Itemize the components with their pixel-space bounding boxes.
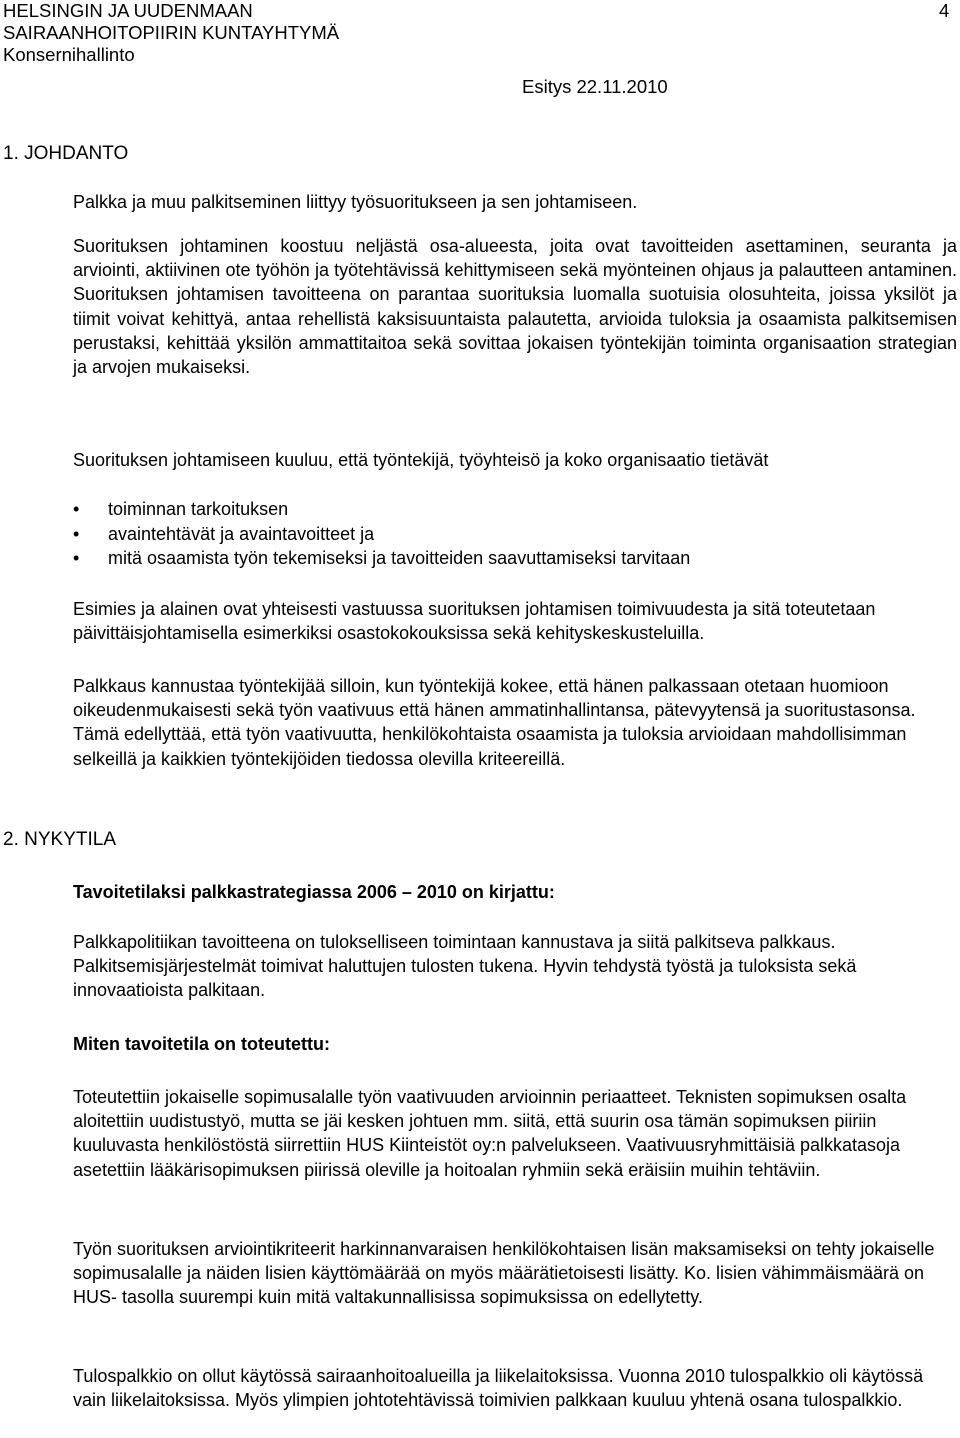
org-name-line2: SAIRAANHOITOPIIRIN KUNTAYHTYMÄ (3, 22, 340, 43)
section2-subheading-goal (73, 880, 957, 904)
subheading: Miten tavoitetila on toteutettu: (73, 1034, 330, 1054)
section1-body (73, 234, 957, 379)
section2-policy (73, 930, 957, 1003)
section2-criteria (73, 1237, 957, 1310)
bullet-list (73, 497, 957, 571)
paragraph: Työn suorituksen arviointikriteerit harkinnanvaraisen henkilökohtaisen lisän maksamiseksi on tehty jokaiselle sopimusalalle ja näiden lisien käyttömäärää on myös määrätietoisesti lisätty. Ko. lisien vähimmäismäärä on HUS- tasolla suurempi kuin mitä valtakunnallisissa sopimuksissa on edellytetty. (73, 1239, 935, 1308)
section-heading-johdanto: 1. JOHDANTO (3, 143, 129, 164)
paragraph: Suorituksen johtamiseen kuuluu, että työntekijä, työyhteisö ja koko organisaatio tietävät (73, 450, 769, 470)
section2-bonus (73, 1364, 957, 1412)
section2-subheading-how (73, 1032, 957, 1056)
list-item: • mitä osaamista työn tekemiseksi ja tavoitteiden saavuttamiseksi tarvitaan (73, 546, 957, 571)
document-header (3, 0, 339, 66)
section1-responsibility (73, 597, 957, 645)
section1-intro (73, 190, 957, 214)
section1-list-intro (73, 448, 957, 472)
section-heading-nykytila: 2. NYKYTILA (3, 829, 116, 850)
list-item: • toiminnan tarkoituksen (73, 497, 957, 522)
subheading: Tavoitetilaksi palkkastrategiassa 2006 – 2010 on kirjattu: (73, 882, 555, 902)
list-item: • avaintehtävät ja avaintavoitteet ja (73, 522, 957, 547)
section1-pay (73, 674, 957, 771)
paragraph: Esimies ja alainen ovat yhteisesti vastuussa suorituksen johtamisen toimivuudesta ja sitä toteutetaan päivittäisjohtamisella esimerkiksi osastokokouksissa sekä kehityskeskusteluilla. (73, 599, 876, 644)
section2-implementation (73, 1085, 957, 1182)
document-date: Esitys 22.11.2010 (522, 76, 668, 97)
paragraph: Palkkapolitiikan tavoitteena on tulokselliseen toimintaan kannustava ja siitä palkitseva palkkaus. Palkitsemisjärjestelmät toimivat haluttujen tulosten tukena. Hyvin tehdystä työstä ja tuloksista sekä innovaatioista palkitaan. (73, 932, 857, 1001)
paragraph: Palkkaus kannustaa työntekijää silloin, kun työntekijä kokee, että hänen palkassaan otetaan huomioon oikeudenmukaisesti sekä työn vaativuus että hänen ammatinhallintansa, pätevyytensä ja suoritustasonsa. Tämä edellyttää, että työn vaativuutta, henkilökohtaista osaamista ja tuloksia arvioidaan mahdollisimman selkeillä ja kaikkien työntekijöiden tiedossa olevilla kriteereillä. (73, 676, 916, 769)
paragraph: Suorituksen johtaminen koostuu neljästä osa-alueesta, joita ovat tavoitteiden asettaminen, seuranta ja arviointi, aktiivinen ote työhön ja työtehtävissä kehittymiseen sekä myönteinen ohjaus ja palautteen antaminen. Suorituksen johtamisen tavoitteena on parantaa suorituksia luomalla suotuisia olosuhteita, joissa yksilöt ja tiimit voivat kehittyä, antaa rehellistä kaksisuuntaista palautetta, arvioida tuloksia ja osaamista palkitsemisen perustaksi, kehittää yksilön ammattitaitoa sekä sovittaa jokaisen työntekijän toiminta organisaation strategian ja arvojen mukaiseksi. (73, 236, 957, 378)
page-number: 4 (939, 0, 950, 21)
paragraph: Toteutettiin jokaiselle sopimusalalle työn vaativuuden arvioinnin periaatteet. Teknisten sopimuksen osalta aloitettiin uudistustyö, mutta se jäi kesken johtuen mm. siitä, että suurin osa tämän sopimuksen piiriin kuuluvasta henkilöstöstä siirrettiin HUS Kiinteistöt oy:n palvelukseen. Vaativuusryhmittäisiä palkkatasoja asetettiin lääkärisopimuksen piirissä oleville ja hoitoalan ryhmiin sekä eräisiin muihin tehtäviin. (73, 1087, 907, 1180)
org-unit: Konsernihallinto (3, 44, 135, 65)
paragraph: Tulospalkkio on ollut käytössä sairaanhoitoalueilla ja liikelaitoksissa. Vuonna 2010 tulospalkkio oli käytössä vain liikelaitoksissa. Myös ylimpien johtotehtävissä toimivien palkkaan kuuluu yhtenä osana tulospalkkio. (73, 1366, 924, 1411)
org-name-line1: HELSINGIN JA UUDENMAAN (3, 0, 253, 21)
paragraph: Palkka ja muu palkitseminen liittyy työsuoritukseen ja sen johtamiseen. (73, 192, 638, 212)
